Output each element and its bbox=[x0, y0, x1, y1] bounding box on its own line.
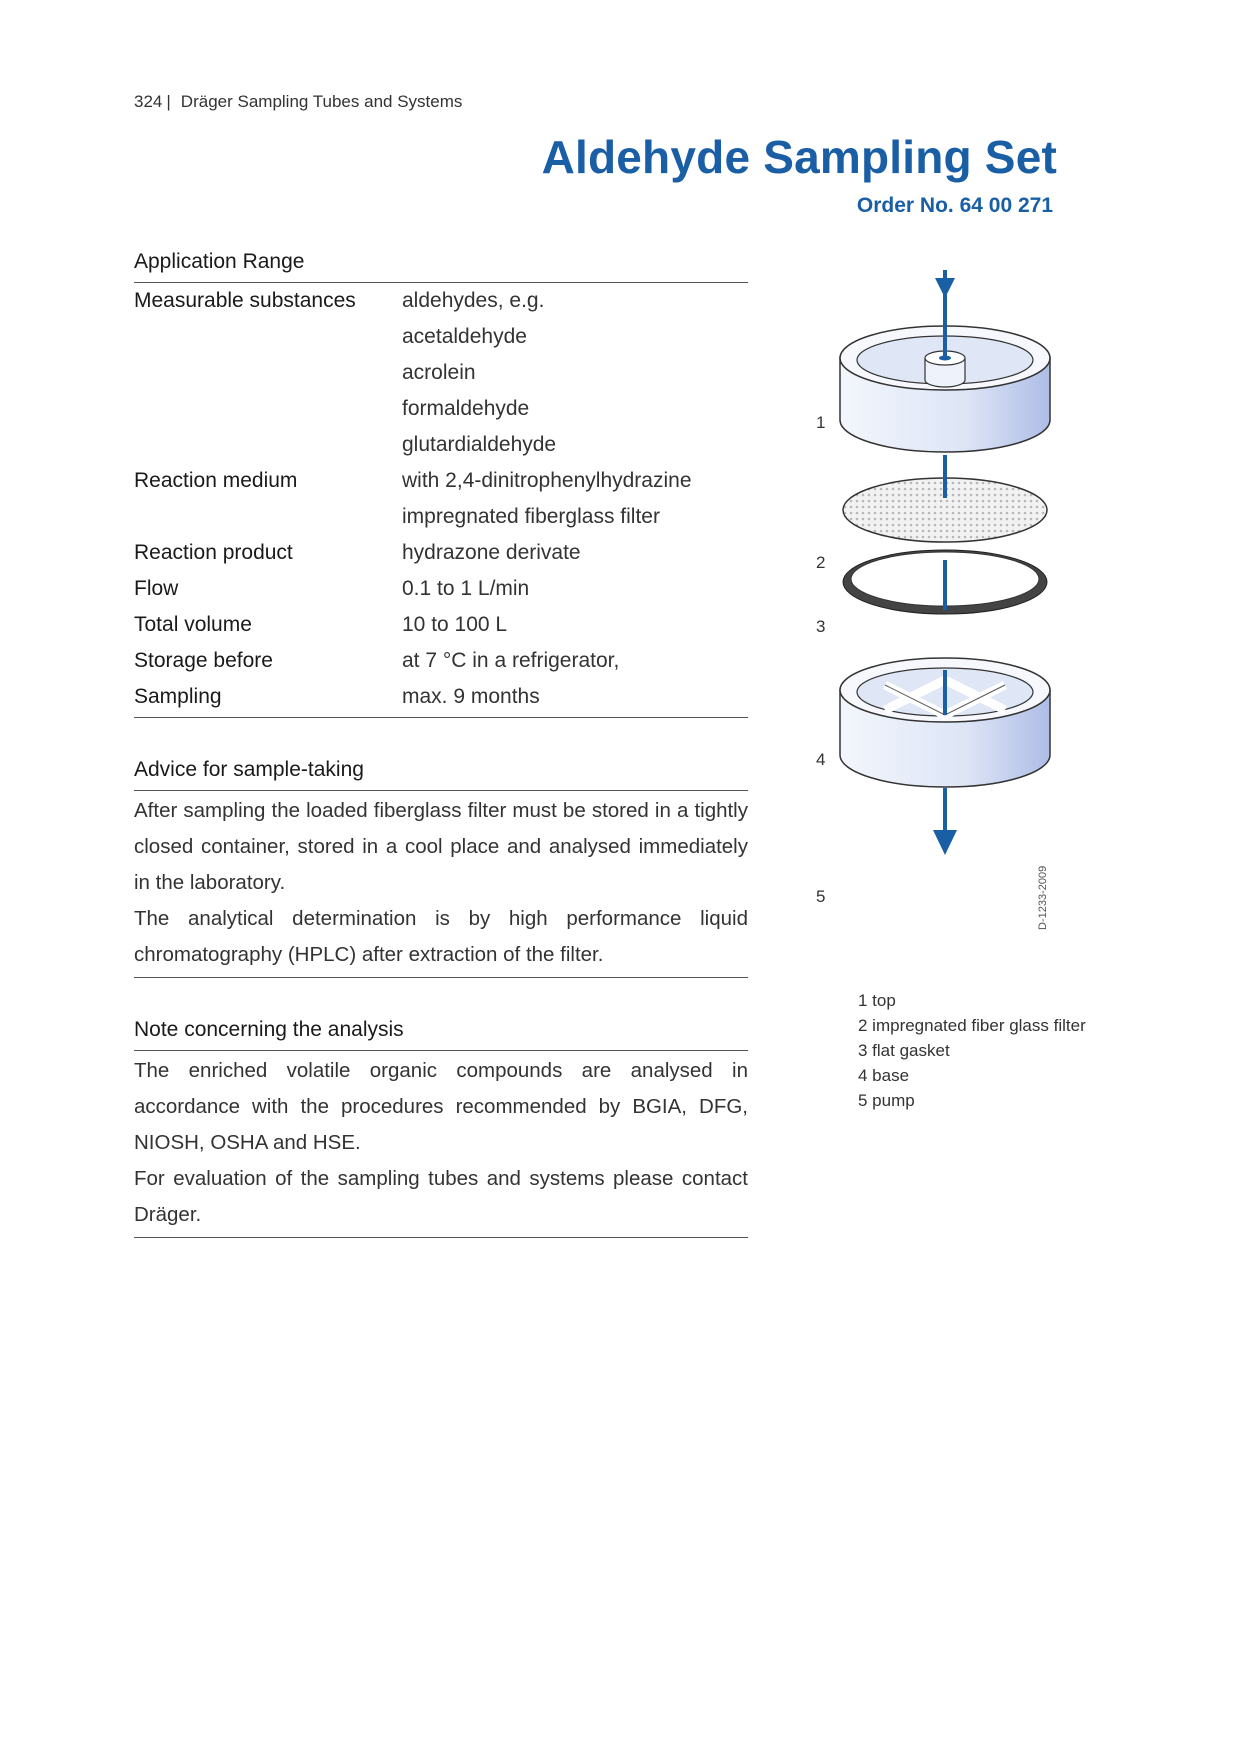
divider bbox=[134, 717, 748, 718]
callout-5: 5 bbox=[816, 887, 826, 906]
table-row bbox=[134, 391, 748, 427]
row-label: Storage before bbox=[134, 649, 273, 672]
legend-item: 1 top bbox=[858, 991, 896, 1010]
page-title: Aldehyde Sampling Set bbox=[541, 131, 1057, 183]
table-row bbox=[134, 643, 748, 679]
row-value: formaldehyde bbox=[402, 397, 530, 420]
note-section bbox=[134, 1016, 748, 1238]
row-label: Reaction product bbox=[134, 541, 293, 564]
row-value: max. 9 months bbox=[402, 685, 540, 708]
section-heading: Advice for sample-taking bbox=[134, 756, 748, 791]
row-value: hydrazone derivate bbox=[402, 541, 581, 564]
row-label bbox=[134, 499, 402, 535]
table-row bbox=[134, 679, 748, 715]
table-row bbox=[134, 283, 748, 319]
row-value: impregnated fiberglass filter bbox=[402, 505, 660, 528]
row-label bbox=[134, 319, 402, 355]
table-row bbox=[134, 571, 748, 607]
table-row bbox=[134, 535, 748, 571]
row-label: Sampling bbox=[134, 685, 222, 708]
section-heading: Application Range bbox=[134, 248, 748, 283]
application-range-table bbox=[134, 283, 748, 715]
row-label bbox=[134, 391, 402, 427]
row-label: Flow bbox=[134, 577, 179, 600]
row-label bbox=[134, 355, 402, 391]
legend-item: 3 flat gasket bbox=[858, 1041, 950, 1060]
row-value: 10 to 100 L bbox=[402, 613, 508, 636]
paragraph: After sampling the loaded fiberglass filter must be stored in a tightly closed container, stored in a cool place and analysed immediately in the laboratory. bbox=[134, 799, 748, 894]
legend-item: 2 impregnated fiber glass filter bbox=[858, 1016, 1086, 1035]
row-label: Measurable substances bbox=[134, 289, 356, 312]
row-label: Total volume bbox=[134, 613, 252, 636]
row-value: with 2,4-dinitrophenylhydrazine bbox=[402, 469, 692, 492]
content-column bbox=[134, 248, 748, 1276]
section-heading: Note concerning the analysis bbox=[134, 1016, 748, 1051]
application-range-section bbox=[134, 248, 748, 718]
advice-body bbox=[134, 791, 748, 978]
exploded-view-illustration bbox=[800, 270, 1100, 970]
note-body bbox=[134, 1051, 748, 1238]
order-number: Order No. 64 00 271 bbox=[856, 194, 1053, 217]
table-row bbox=[134, 499, 748, 535]
running-title: Dräger Sampling Tubes and Systems bbox=[180, 92, 463, 111]
row-value: acetaldehyde bbox=[402, 325, 527, 348]
row-value: 0.1 to 1 L/min bbox=[402, 577, 530, 600]
table-row bbox=[134, 427, 748, 463]
header-separator: | bbox=[166, 92, 171, 111]
sampling-set-diagram bbox=[800, 270, 1100, 970]
running-head bbox=[134, 92, 462, 112]
callout-3: 3 bbox=[816, 617, 826, 636]
paragraph: For evaluation of the sampling tubes and systems please contact Dräger. bbox=[134, 1167, 748, 1226]
advice-section bbox=[134, 756, 748, 978]
paragraph: The analytical determination is by high performance liquid chromatography (HPLC) after extraction of the filter. bbox=[134, 907, 748, 966]
table-row bbox=[134, 607, 748, 643]
legend-item: 4 base bbox=[858, 1066, 910, 1085]
row-label bbox=[134, 427, 402, 463]
table-row bbox=[134, 463, 748, 499]
table-row bbox=[134, 355, 748, 391]
callout-4: 4 bbox=[816, 750, 826, 769]
figure-legend bbox=[858, 988, 1086, 1113]
row-value: aldehydes, e.g. bbox=[402, 289, 545, 312]
page-number: 324 bbox=[134, 92, 163, 111]
legend-item: 5 pump bbox=[858, 1091, 915, 1110]
callout-2: 2 bbox=[816, 553, 826, 572]
callout-1: 1 bbox=[816, 413, 826, 432]
row-value: acrolein bbox=[402, 361, 476, 384]
paragraph: The enriched volatile organic compounds are analysed in accordance with the procedures recommended by BGIA, DFG, NIOSH, OSHA and HSE. bbox=[134, 1059, 748, 1154]
row-value: glutardialdehyde bbox=[402, 433, 557, 456]
row-label: Reaction medium bbox=[134, 469, 298, 492]
figure-code: D-1233-2009 bbox=[1037, 865, 1049, 930]
table-row bbox=[134, 319, 748, 355]
row-value: at 7 °C in a refrigerator, bbox=[402, 649, 620, 672]
